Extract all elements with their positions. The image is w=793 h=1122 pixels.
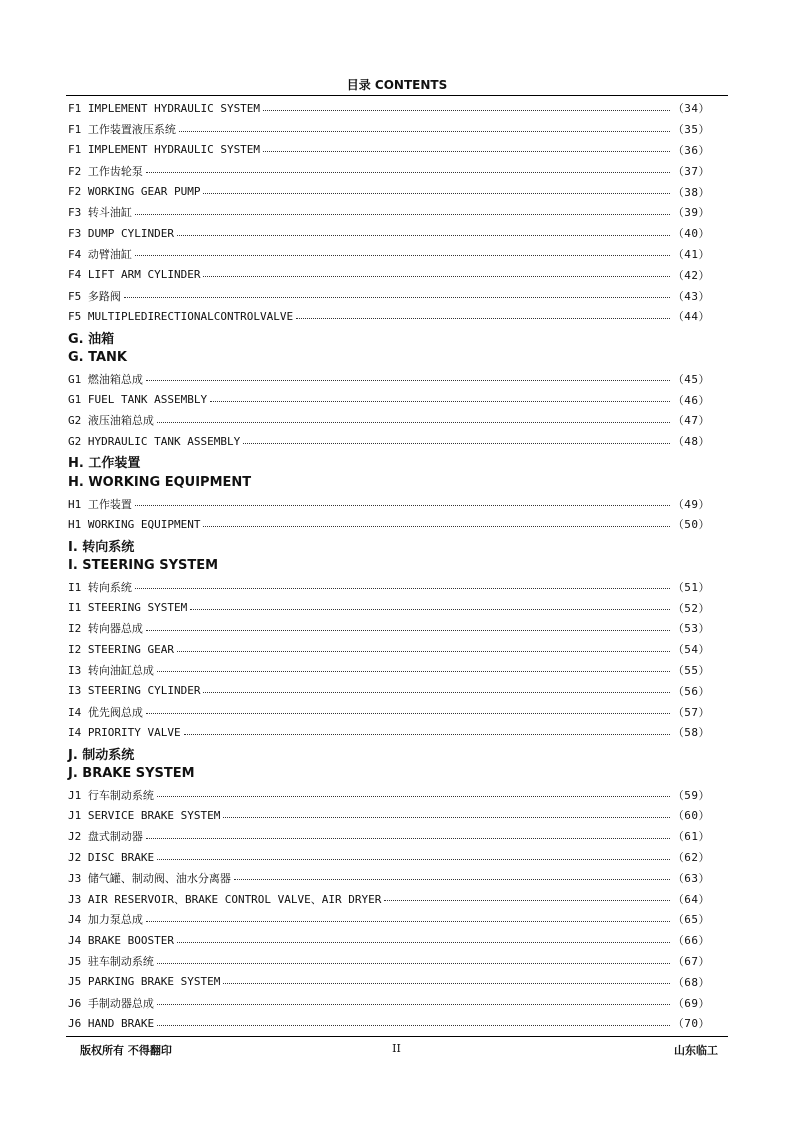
toc-entry[interactable] — [68, 410, 710, 431]
toc-leader-dots — [210, 401, 670, 402]
toc-leader-dots — [263, 110, 670, 111]
toc-entry-label: F5 多路阀 — [68, 289, 121, 303]
toc-leader-dots — [177, 942, 670, 943]
toc-entry-label: F1 IMPLEMENT HYDRAULIC SYSTEM — [68, 101, 261, 115]
toc-entry-page: （70） — [672, 1017, 710, 1031]
toc-leader-dots — [177, 651, 670, 652]
toc-entry-page: （44） — [672, 310, 710, 324]
toc-entry-label: I2 转向器总成 — [68, 622, 143, 636]
toc-leader-dots — [157, 1025, 670, 1026]
toc-leader-dots — [146, 838, 670, 839]
toc-leader-dots — [135, 505, 670, 506]
toc-entry-label: J3 储气罐、制动阀、油水分离器 — [68, 871, 231, 885]
toc-leader-dots — [146, 172, 670, 173]
toc-leader-dots — [146, 921, 670, 922]
toc-entry-page: （57） — [672, 705, 710, 719]
toc-leader-dots — [203, 193, 669, 194]
toc-entry-label: G2 HYDRAULIC TANK ASSEMBLY — [68, 434, 241, 448]
toc-entry-label: I2 STEERING GEAR — [68, 642, 174, 656]
toc-entry-label: I4 优先阀总成 — [68, 705, 143, 719]
toc-leader-dots — [157, 671, 670, 672]
toc-leader-dots — [203, 276, 669, 277]
toc-entry[interactable] — [68, 244, 710, 265]
toc-leader-dots — [223, 983, 669, 984]
toc-entry-page: （65） — [672, 913, 710, 927]
toc-entry[interactable] — [68, 930, 710, 951]
toc-entry-page: （58） — [672, 726, 710, 740]
toc-entry-page: （34） — [672, 102, 710, 116]
toc-entry-label: J3 AIR RESERVOIR、BRAKE CONTROL VALVE、AIR DRYER — [68, 892, 382, 906]
toc-entry[interactable] — [68, 660, 710, 681]
toc-entry-page: （41） — [672, 247, 710, 261]
toc-entry[interactable] — [68, 680, 710, 701]
toc-entry-page: （47） — [672, 414, 710, 428]
toc-entry-label: J4 BRAKE BOOSTER — [68, 933, 174, 947]
toc-section-heading: I. STEERING SYSTEM — [68, 558, 219, 574]
toc-entry-page: （35） — [672, 123, 710, 137]
toc-leader-dots — [177, 235, 670, 236]
toc-entry[interactable] — [68, 701, 710, 722]
toc-entry-page: （62） — [672, 851, 710, 865]
footer-page-number: II — [392, 1042, 401, 1055]
toc-entry-page: （50） — [672, 518, 710, 532]
toc-entry[interactable] — [68, 202, 710, 223]
toc-entry-page: （43） — [672, 289, 710, 303]
toc-entry-label: I3 转向油缸总成 — [68, 663, 154, 677]
toc-section-heading: J. BRAKE SYSTEM — [68, 766, 195, 782]
toc-leader-dots — [157, 1004, 670, 1005]
toc-entry-page: （36） — [672, 143, 710, 157]
toc-entry[interactable] — [68, 909, 710, 930]
toc-entry-page: （67） — [672, 955, 710, 969]
toc-leader-dots — [157, 422, 670, 423]
footer-company: 山东临工 — [674, 1044, 718, 1057]
toc-entry[interactable] — [68, 160, 710, 181]
toc-entry-label: F4 LIFT ARM CYLINDER — [68, 268, 201, 282]
table-of-contents — [68, 98, 710, 1034]
toc-entry[interactable] — [68, 971, 710, 992]
toc-entry[interactable] — [68, 951, 710, 972]
toc-entry-label: J1 行车制动系统 — [68, 788, 154, 802]
toc-entry-page: （56） — [672, 684, 710, 698]
toc-leader-dots — [384, 900, 669, 901]
toc-entry-page: （39） — [672, 206, 710, 220]
toc-entry[interactable] — [68, 805, 710, 826]
toc-leader-dots — [146, 713, 670, 714]
toc-section-heading: H. 工作装置 — [68, 456, 141, 472]
toc-entry-label: F4 动臂油缸 — [68, 247, 132, 261]
toc-entry[interactable] — [68, 431, 710, 452]
toc-entry-label: H1 工作装置 — [68, 497, 132, 511]
toc-entry-label: F1 工作装置液压系统 — [68, 123, 176, 137]
toc-leader-dots — [135, 255, 670, 256]
toc-leader-dots — [190, 609, 670, 610]
toc-entry-page: （48） — [672, 435, 710, 449]
toc-leader-dots — [157, 796, 670, 797]
toc-entry[interactable] — [68, 992, 710, 1013]
footer-copyright: 版权所有 不得翻印 — [80, 1044, 172, 1057]
toc-entry[interactable] — [68, 389, 710, 410]
toc-entry-page: （64） — [672, 892, 710, 906]
toc-entry[interactable] — [68, 847, 710, 868]
toc-entry-page: （49） — [672, 497, 710, 511]
toc-entry-page: （53） — [672, 622, 710, 636]
toc-entry-page: （38） — [672, 185, 710, 199]
toc-entry-page: （55） — [672, 663, 710, 677]
toc-entry[interactable] — [68, 223, 710, 244]
header-divider — [66, 95, 728, 96]
toc-leader-dots — [157, 963, 670, 964]
toc-entry-label: I1 转向系统 — [68, 580, 132, 594]
toc-entry-label: G2 液压油箱总成 — [68, 414, 154, 428]
toc-section-heading: H. WORKING EQUIPMENT — [68, 475, 252, 491]
toc-entry-page: （46） — [672, 393, 710, 407]
toc-entry[interactable] — [68, 493, 710, 514]
toc-leader-dots — [157, 859, 670, 860]
toc-entry[interactable] — [68, 597, 710, 618]
toc-entry-label: J6 HAND BRAKE — [68, 1016, 155, 1030]
toc-entry-label: F3 DUMP CYLINDER — [68, 226, 174, 240]
toc-entry-page: （68） — [672, 975, 710, 989]
toc-leader-dots — [124, 297, 670, 298]
toc-entry[interactable] — [68, 514, 710, 535]
toc-leader-dots — [263, 151, 670, 152]
toc-leader-dots — [203, 692, 669, 693]
toc-leader-dots — [203, 526, 669, 527]
toc-entry[interactable] — [68, 826, 710, 847]
toc-entry-page: （52） — [672, 601, 710, 615]
toc-entry-page: （42） — [672, 268, 710, 282]
toc-entry[interactable] — [68, 784, 710, 805]
toc-entry-page: （37） — [672, 164, 710, 178]
toc-section-heading: G. 油箱 — [68, 331, 115, 347]
toc-entry-label: F5 MULTIPLEDIRECTIONALCONTROLVALVE — [68, 309, 294, 323]
page-header-title: 目录 CONTENTS — [346, 78, 448, 92]
toc-entry-label: F2 工作齿轮泵 — [68, 164, 143, 178]
toc-entry-label: F3 转斗油缸 — [68, 206, 132, 220]
toc-section-heading: G. TANK — [68, 350, 128, 366]
toc-entry-page: （63） — [672, 871, 710, 885]
toc-leader-dots — [135, 214, 670, 215]
toc-leader-dots — [296, 318, 670, 319]
toc-entry-label: J5 驻车制动系统 — [68, 955, 154, 969]
toc-entry-label: I4 PRIORITY VALVE — [68, 725, 181, 739]
toc-entry-page: （66） — [672, 934, 710, 948]
toc-entry-label: J4 加力泵总成 — [68, 913, 143, 927]
toc-entry[interactable] — [68, 618, 710, 639]
toc-entry-label: I3 STEERING CYLINDER — [68, 684, 201, 698]
toc-section-heading: J. 制动系统 — [68, 747, 135, 763]
toc-entry-page: （59） — [672, 788, 710, 802]
toc-entry[interactable] — [68, 119, 710, 140]
toc-entry-page: （54） — [672, 643, 710, 657]
toc-entry[interactable] — [68, 1013, 710, 1034]
toc-entry[interactable] — [68, 639, 710, 660]
toc-entry[interactable] — [68, 98, 710, 119]
toc-leader-dots — [146, 380, 670, 381]
toc-entry[interactable] — [68, 368, 710, 389]
toc-entry-page: （40） — [672, 227, 710, 241]
toc-entry[interactable] — [68, 181, 710, 202]
toc-leader-dots — [184, 734, 670, 735]
toc-entry-label: I1 STEERING SYSTEM — [68, 601, 188, 615]
toc-entry-page: （60） — [672, 809, 710, 823]
toc-entry-label: J5 PARKING BRAKE SYSTEM — [68, 975, 221, 989]
toc-entry-label: J2 DISC BRAKE — [68, 850, 155, 864]
toc-leader-dots — [135, 588, 670, 589]
toc-entry-page: （61） — [672, 830, 710, 844]
toc-entry-label: J6 手制动器总成 — [68, 996, 154, 1010]
toc-leader-dots — [243, 443, 670, 444]
toc-leader-dots — [179, 131, 670, 132]
toc-entry-page: （51） — [672, 580, 710, 594]
toc-leader-dots — [223, 817, 669, 818]
toc-entry[interactable] — [68, 306, 710, 327]
toc-entry-label: J1 SERVICE BRAKE SYSTEM — [68, 808, 221, 822]
footer-divider — [66, 1036, 728, 1037]
toc-leader-dots — [146, 630, 670, 631]
toc-entry-page: （69） — [672, 996, 710, 1010]
toc-entry[interactable] — [68, 867, 710, 888]
toc-entry-label: G1 燃油箱总成 — [68, 372, 143, 386]
toc-entry-label: H1 WORKING EQUIPMENT — [68, 517, 201, 531]
toc-entry[interactable] — [68, 722, 710, 743]
toc-entry[interactable] — [68, 264, 710, 285]
toc-entry-page: （45） — [672, 372, 710, 386]
toc-entry[interactable] — [68, 140, 710, 161]
toc-section-heading: I. 转向系统 — [68, 539, 135, 555]
toc-entry[interactable] — [68, 285, 710, 306]
toc-entry[interactable] — [68, 888, 710, 909]
toc-entry-label: F2 WORKING GEAR PUMP — [68, 185, 201, 199]
toc-leader-dots — [234, 879, 670, 880]
toc-entry[interactable] — [68, 576, 710, 597]
toc-entry-label: G1 FUEL TANK ASSEMBLY — [68, 393, 208, 407]
toc-entry-label: J2 盘式制动器 — [68, 830, 143, 844]
toc-entry-label: F1 IMPLEMENT HYDRAULIC SYSTEM — [68, 143, 261, 157]
